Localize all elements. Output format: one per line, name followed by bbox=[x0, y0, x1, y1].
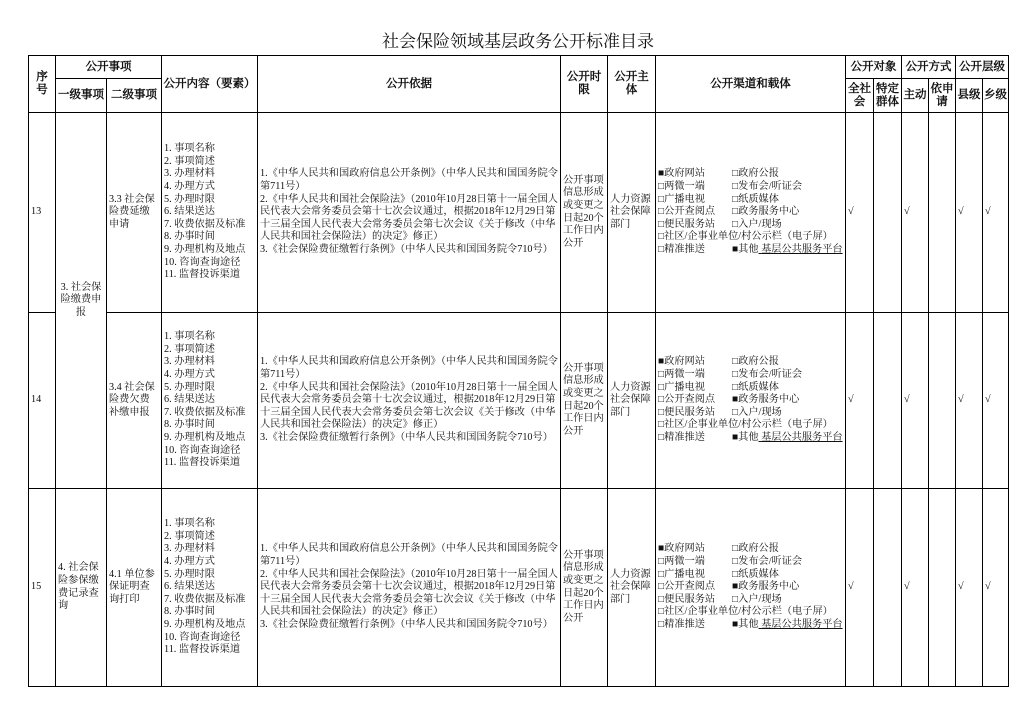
basis-cell bbox=[258, 489, 561, 687]
channels-cell bbox=[656, 113, 846, 313]
content-item: 5. 办理时限 bbox=[164, 568, 215, 580]
content-item: 6. 结果送达 bbox=[164, 206, 215, 218]
method-request-mark bbox=[929, 489, 956, 687]
channel-label: 便民服务站 bbox=[664, 406, 716, 418]
content-item: 2. 事项简述 bbox=[164, 530, 215, 542]
channel-option bbox=[732, 543, 779, 554]
channel-option bbox=[658, 231, 833, 242]
channel-line bbox=[658, 581, 843, 594]
checkbox-unchecked-icon: □ bbox=[658, 181, 665, 193]
header-level: 公开层级 bbox=[956, 56, 1009, 79]
channel-option bbox=[658, 244, 732, 257]
content-cell bbox=[162, 313, 258, 489]
channel-label: 政府公报 bbox=[738, 168, 779, 180]
checkbox-checked-icon: ■ bbox=[732, 581, 739, 593]
channel-line bbox=[658, 382, 843, 395]
channel-label: 便民服务站 bbox=[664, 218, 716, 230]
channel-label: 发布会/听证会 bbox=[738, 369, 803, 381]
channel-option bbox=[732, 194, 779, 205]
channel-label: 其他 bbox=[738, 431, 759, 443]
checkbox-unchecked-icon: □ bbox=[732, 218, 739, 230]
checkbox-unchecked-icon: □ bbox=[732, 543, 739, 555]
channel-line bbox=[658, 206, 843, 219]
checkbox-checked-icon: ■ bbox=[732, 394, 739, 406]
subject-cell: 人力资源社会保障部门 bbox=[608, 489, 656, 687]
content-item: 3. 办理材料 bbox=[164, 356, 215, 368]
checkbox-unchecked-icon: □ bbox=[732, 206, 739, 218]
checkbox-checked-icon: ■ bbox=[658, 543, 665, 555]
channel-note: 基层公共服务平台 bbox=[761, 431, 843, 443]
channel-option bbox=[732, 206, 799, 217]
method-request-mark bbox=[929, 113, 956, 313]
header-row bbox=[29, 56, 1009, 79]
checkbox-unchecked-icon: □ bbox=[732, 181, 739, 193]
content-item: 8. 办事时间 bbox=[164, 231, 215, 243]
channel-label: 社区/企事业单位/村公示栏（电子屏） bbox=[664, 606, 833, 618]
channel-line bbox=[658, 394, 843, 407]
channel-option bbox=[658, 168, 732, 181]
channel-label: 广播电视 bbox=[664, 568, 705, 580]
content-item: 2. 事项简述 bbox=[164, 155, 215, 167]
content-item: 11. 监督投诉渠道 bbox=[164, 644, 241, 656]
header-audience: 公开对象 bbox=[846, 56, 902, 79]
checkbox-unchecked-icon: □ bbox=[732, 406, 739, 418]
level-county-mark: √ bbox=[956, 489, 983, 687]
channel-note: 基层公共服务平台 bbox=[761, 243, 843, 255]
content-item: 10. 咨询查询途径 bbox=[164, 631, 241, 643]
checkbox-unchecked-icon: □ bbox=[658, 568, 665, 580]
content-item: 5. 办理时限 bbox=[164, 381, 215, 393]
channel-option bbox=[732, 219, 782, 230]
time-limit-cell: 公开事项信息形成或变更之日起20个工作日内公开 bbox=[561, 489, 608, 687]
method-active-mark: √ bbox=[902, 489, 929, 687]
channel-label: 两微一端 bbox=[664, 181, 705, 193]
channel-option bbox=[732, 581, 799, 592]
content-item: 4. 办理方式 bbox=[164, 369, 215, 381]
checkbox-unchecked-icon: □ bbox=[732, 381, 739, 393]
content-cell bbox=[162, 489, 258, 687]
channel-label: 公开查阅点 bbox=[664, 394, 716, 406]
basis-item: 2.《中华人民共和国社会保险法》（2010年10月28日第十一届全国人民代表大会常务委员会第十七次会议通过，根据2018年12月29日第十三届全国人民代表大会常务委员会第七次会议《关于修改（中华人民共和国社会保险法）的决定》修正） bbox=[260, 568, 558, 618]
audience-specific-mark bbox=[874, 313, 902, 489]
basis-item: 1.《中华人民共和国政府信息公开条例》（中华人民共和国国务院令第711号） bbox=[260, 356, 558, 381]
content-item: 1. 事项名称 bbox=[164, 143, 215, 155]
level2-item-cell: 3.4 社会保险费欠费补缴申报 bbox=[107, 313, 162, 489]
checkbox-unchecked-icon: □ bbox=[658, 419, 665, 431]
content-item: 11. 监督投诉渠道 bbox=[164, 269, 241, 281]
audience-specific-mark bbox=[874, 489, 902, 687]
channel-option bbox=[732, 356, 779, 367]
content-item: 11. 监督投诉渠道 bbox=[164, 457, 241, 469]
content-item: 1. 事项名称 bbox=[164, 331, 215, 343]
basis-item: 1.《中华人民共和国政府信息公开条例》（中华人民共和国国务院令第711号） bbox=[260, 543, 558, 568]
channel-option bbox=[658, 194, 732, 207]
header-level-county: 县级 bbox=[956, 79, 983, 113]
basis-item: 1.《中华人民共和国政府信息公开条例》（中华人民共和国国务院令第711号） bbox=[260, 168, 558, 193]
channel-label: 精准推送 bbox=[664, 618, 705, 630]
channel-label: 精准推送 bbox=[664, 431, 705, 443]
channel-line bbox=[658, 594, 843, 607]
channels-cell bbox=[656, 313, 846, 489]
header-level-township: 乡级 bbox=[983, 79, 1009, 113]
level2-item-cell: 3.3 社会保险费延缴申请 bbox=[107, 113, 162, 313]
content-item: 2. 事项简述 bbox=[164, 343, 215, 355]
header-basis: 公开依据 bbox=[258, 56, 561, 113]
subject-cell: 人力资源社会保障部门 bbox=[608, 113, 656, 313]
channel-label: 政府网站 bbox=[664, 356, 705, 368]
channel-line bbox=[658, 181, 843, 194]
content-item: 10. 咨询查询途径 bbox=[164, 444, 241, 456]
channels-cell bbox=[656, 489, 846, 687]
basis-item: 2.《中华人民共和国社会保险法》（2010年10月28日第十一届全国人民代表大会常务委员会第十七次会议通过，根据2018年12月29日第十三届全国人民代表大会常务委员会第七次会议《关于修改（中华人民共和国社会保险法）的决定》修正） bbox=[260, 381, 558, 431]
checkbox-unchecked-icon: □ bbox=[658, 218, 665, 230]
subject-cell: 人力资源社会保障部门 bbox=[608, 313, 656, 489]
channel-label: 社区/企事业单位/村公示栏（电子屏） bbox=[664, 419, 833, 431]
level1-item-cell: 4. 社会保险参保缴费记录查询 bbox=[56, 489, 107, 687]
content-item: 3. 办理材料 bbox=[164, 543, 215, 555]
channel-label: 入户/现场 bbox=[738, 593, 782, 605]
content-cell bbox=[162, 113, 258, 313]
checkbox-unchecked-icon: □ bbox=[658, 618, 665, 630]
channel-label: 政务服务中心 bbox=[738, 581, 800, 593]
checkbox-unchecked-icon: □ bbox=[658, 593, 665, 605]
channel-option bbox=[732, 619, 843, 630]
header-audience-all: 全社会 bbox=[846, 79, 874, 113]
channel-option bbox=[732, 594, 782, 605]
checkbox-unchecked-icon: □ bbox=[658, 394, 665, 406]
table-row bbox=[29, 489, 1009, 687]
header-method: 公开方式 bbox=[902, 56, 956, 79]
checkbox-unchecked-icon: □ bbox=[732, 593, 739, 605]
channel-line bbox=[658, 231, 843, 244]
channel-label: 纸质媒体 bbox=[738, 193, 779, 205]
channel-option bbox=[658, 181, 732, 194]
checkbox-unchecked-icon: □ bbox=[658, 231, 665, 243]
channel-option bbox=[732, 394, 799, 405]
level-township-mark: √ bbox=[983, 113, 1009, 313]
channel-label: 精准推送 bbox=[664, 243, 705, 255]
basis-cell bbox=[258, 313, 561, 489]
content-item: 9. 办理机构及地点 bbox=[164, 618, 246, 630]
channel-label: 政府网站 bbox=[664, 168, 705, 180]
channel-option bbox=[658, 356, 732, 369]
method-active-mark: √ bbox=[902, 313, 929, 489]
channel-label: 政务服务中心 bbox=[738, 206, 800, 218]
channel-option bbox=[658, 569, 732, 582]
channel-option bbox=[732, 556, 802, 567]
channel-label: 政务服务中心 bbox=[738, 394, 800, 406]
channel-line bbox=[658, 556, 843, 569]
audience-all-mark: √ bbox=[846, 489, 874, 687]
channel-option bbox=[732, 181, 802, 192]
checkbox-checked-icon: ■ bbox=[658, 168, 665, 180]
basis-item: 3.《社会保险费征缴暂行条例》（中华人民共和国国务院令710号） bbox=[260, 618, 553, 630]
channel-option bbox=[658, 594, 732, 607]
header-channels: 公开渠道和载体 bbox=[656, 56, 846, 113]
basis-item: 3.《社会保险费征缴暂行条例》（中华人民共和国国务院令710号） bbox=[260, 243, 553, 255]
channel-option bbox=[732, 369, 802, 380]
checkbox-unchecked-icon: □ bbox=[658, 193, 665, 205]
channel-line bbox=[658, 419, 843, 432]
header-time-limit: 公开时限 bbox=[561, 56, 608, 113]
seq-cell: 14 bbox=[29, 313, 56, 489]
header-method-active: 主动 bbox=[902, 79, 929, 113]
content-item: 6. 结果送达 bbox=[164, 581, 215, 593]
channel-option bbox=[658, 419, 833, 430]
channel-label: 发布会/听证会 bbox=[738, 556, 803, 568]
channel-label: 入户/现场 bbox=[738, 218, 782, 230]
checkbox-unchecked-icon: □ bbox=[732, 193, 739, 205]
header-level2-item: 二级事项 bbox=[107, 79, 162, 113]
content-item: 4. 办理方式 bbox=[164, 556, 215, 568]
channel-label: 两微一端 bbox=[664, 556, 705, 568]
channel-line bbox=[658, 219, 843, 232]
channel-option bbox=[732, 569, 779, 580]
checkbox-unchecked-icon: □ bbox=[658, 369, 665, 381]
seq-cell: 13 bbox=[29, 113, 56, 313]
header-method-request: 依申请 bbox=[929, 79, 956, 113]
channel-option bbox=[658, 432, 732, 445]
level-county-mark: √ bbox=[956, 113, 983, 313]
audience-specific-mark bbox=[874, 113, 902, 313]
basis-item: 2.《中华人民共和国社会保险法》（2010年10月28日第十一届全国人民代表大会常务委员会第十七次会议通过，根据2018年12月29日第十三届全国人民代表大会常务委员会第七次会议《关于修改（中华人民共和国社会保险法）的决定》修正） bbox=[260, 193, 558, 243]
channel-label: 发布会/听证会 bbox=[738, 181, 803, 193]
channel-option bbox=[658, 606, 833, 617]
header-content: 公开内容（要素） bbox=[162, 56, 258, 113]
checkbox-unchecked-icon: □ bbox=[732, 369, 739, 381]
table-row bbox=[29, 113, 1009, 313]
channel-line bbox=[658, 168, 843, 181]
channel-line bbox=[658, 432, 843, 445]
channel-label: 其他 bbox=[738, 618, 759, 630]
channel-label: 公开查阅点 bbox=[664, 581, 716, 593]
channel-line bbox=[658, 569, 843, 582]
audience-all-mark: √ bbox=[846, 113, 874, 313]
document-title: 社会保险领域基层政务公开标准目录 bbox=[382, 32, 654, 51]
channel-label: 政府公报 bbox=[738, 356, 779, 368]
channel-label: 便民服务站 bbox=[664, 593, 716, 605]
channel-option bbox=[732, 382, 779, 393]
channel-label: 广播电视 bbox=[664, 381, 705, 393]
channel-option bbox=[658, 219, 732, 232]
checkbox-unchecked-icon: □ bbox=[658, 431, 665, 443]
channel-label: 公开查阅点 bbox=[664, 206, 716, 218]
header-subject: 公开主体 bbox=[608, 56, 656, 113]
channel-option bbox=[732, 168, 779, 179]
level-county-mark: √ bbox=[956, 313, 983, 489]
channel-label: 政府公报 bbox=[738, 543, 779, 555]
channel-label: 两微一端 bbox=[664, 369, 705, 381]
checkbox-checked-icon: ■ bbox=[732, 618, 739, 630]
content-item: 7. 收费依据及标准 bbox=[164, 406, 246, 418]
channel-label: 政府网站 bbox=[664, 543, 705, 555]
checkbox-unchecked-icon: □ bbox=[658, 381, 665, 393]
header-level1-item: 一级事项 bbox=[56, 79, 107, 113]
channel-line bbox=[658, 619, 843, 632]
channel-line bbox=[658, 356, 843, 369]
seq-cell: 15 bbox=[29, 489, 56, 687]
content-item: 8. 办事时间 bbox=[164, 606, 215, 618]
channel-note: 基层公共服务平台 bbox=[761, 618, 843, 630]
channel-line bbox=[658, 369, 843, 382]
channel-label: 广播电视 bbox=[664, 193, 705, 205]
content-item: 9. 办理机构及地点 bbox=[164, 431, 246, 443]
audience-all-mark: √ bbox=[846, 313, 874, 489]
channel-label: 入户/现场 bbox=[738, 406, 782, 418]
checkbox-unchecked-icon: □ bbox=[732, 356, 739, 368]
checkbox-checked-icon: ■ bbox=[732, 243, 739, 255]
level2-item-cell: 4.1 单位参保证明查询打印 bbox=[107, 489, 162, 687]
content-item: 9. 办理机构及地点 bbox=[164, 243, 246, 255]
channel-option bbox=[658, 556, 732, 569]
channel-line bbox=[658, 543, 843, 556]
channel-option bbox=[732, 407, 782, 418]
content-item: 3. 办理材料 bbox=[164, 168, 215, 180]
channel-option bbox=[658, 382, 732, 395]
checkbox-unchecked-icon: □ bbox=[658, 606, 665, 618]
basis-item: 3.《社会保险费征缴暂行条例》（中华人民共和国国务院令710号） bbox=[260, 431, 553, 443]
time-limit-cell: 公开事项信息形成或变更之日起20个工作日内公开 bbox=[561, 113, 608, 313]
channel-label: 社区/企事业单位/村公示栏（电子屏） bbox=[664, 231, 833, 243]
method-request-mark bbox=[929, 313, 956, 489]
content-item: 10. 咨询查询途径 bbox=[164, 256, 241, 268]
time-limit-cell: 公开事项信息形成或变更之日起20个工作日内公开 bbox=[561, 313, 608, 489]
table-row bbox=[29, 313, 1009, 489]
checkbox-unchecked-icon: □ bbox=[732, 568, 739, 580]
channel-option bbox=[658, 581, 732, 594]
header-audience-specific: 特定群体 bbox=[874, 79, 902, 113]
channel-line bbox=[658, 194, 843, 207]
content-item: 4. 办理方式 bbox=[164, 181, 215, 193]
channel-label: 纸质媒体 bbox=[738, 381, 779, 393]
checkbox-unchecked-icon: □ bbox=[732, 556, 739, 568]
content-item: 7. 收费依据及标准 bbox=[164, 218, 246, 230]
channel-option bbox=[658, 369, 732, 382]
channel-option bbox=[732, 432, 843, 443]
channel-option bbox=[732, 244, 843, 255]
level-township-mark: √ bbox=[983, 313, 1009, 489]
channel-option bbox=[658, 619, 732, 632]
content-item: 6. 结果送达 bbox=[164, 394, 215, 406]
channel-label: 纸质媒体 bbox=[738, 568, 779, 580]
channel-line bbox=[658, 244, 843, 257]
header-seq: 序号 bbox=[29, 56, 56, 113]
channel-line bbox=[658, 407, 843, 420]
header-public-item: 公开事项 bbox=[56, 56, 162, 79]
basis-cell bbox=[258, 113, 561, 313]
checkbox-unchecked-icon: □ bbox=[658, 406, 665, 418]
checkbox-checked-icon: ■ bbox=[732, 431, 739, 443]
channel-option bbox=[658, 394, 732, 407]
channel-line bbox=[658, 606, 843, 619]
checkbox-checked-icon: ■ bbox=[658, 356, 665, 368]
content-item: 7. 收费依据及标准 bbox=[164, 593, 246, 605]
checkbox-unchecked-icon: □ bbox=[732, 168, 739, 180]
checkbox-unchecked-icon: □ bbox=[658, 556, 665, 568]
checkbox-unchecked-icon: □ bbox=[658, 206, 665, 218]
method-active-mark: √ bbox=[902, 113, 929, 313]
content-item: 1. 事项名称 bbox=[164, 518, 215, 530]
channel-label: 其他 bbox=[738, 243, 759, 255]
level1-item-cell: 3. 社会保险缴费申报 bbox=[56, 113, 107, 489]
channel-option bbox=[658, 407, 732, 420]
checkbox-unchecked-icon: □ bbox=[658, 243, 665, 255]
checkbox-unchecked-icon: □ bbox=[658, 581, 665, 593]
content-item: 8. 办事时间 bbox=[164, 419, 215, 431]
content-item: 5. 办理时限 bbox=[164, 193, 215, 205]
channel-option bbox=[658, 543, 732, 556]
level-township-mark: √ bbox=[983, 489, 1009, 687]
catalog-table bbox=[28, 55, 1009, 687]
channel-option bbox=[658, 206, 732, 219]
